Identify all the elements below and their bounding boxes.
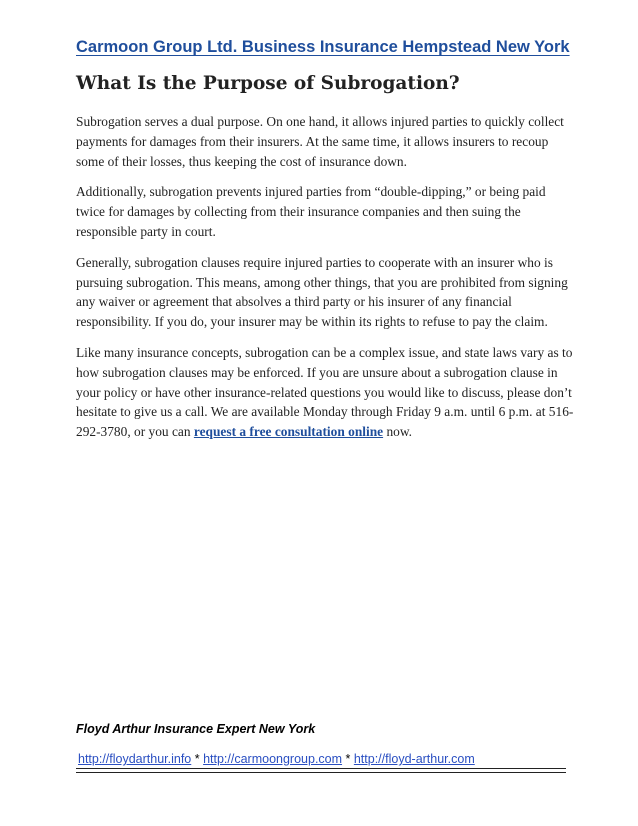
footer-separator: * xyxy=(191,752,204,766)
footer-link-floydarthur[interactable]: http://floydarthur.info xyxy=(78,752,192,766)
article-paragraph-2: Additionally, subrogation prevents injured parties from “double-dipping,” or being paid twice for damages by collecting from their insurance companies and then suing the responsible party in court. xyxy=(76,184,546,239)
footer-rule-thick xyxy=(76,768,566,769)
footer-link-floyd-arthur[interactable]: http://floyd-arthur.com xyxy=(353,752,475,766)
footer-links xyxy=(78,752,475,766)
document-header-title: Carmoon Group Ltd. Business Insurance Hempstead New York xyxy=(76,38,570,56)
article-paragraph-4 xyxy=(76,343,576,442)
footer-separator: * xyxy=(342,752,354,766)
paragraph-4-text: Like many insurance concepts, subrogation can be a complex issue, and state laws vary as to how subrogation clauses may be enforced. If you are unsure about a subrogation clause in your policy or have other insurance-related questions you would like to discuss, please don’t hesitate to give us a call. We are available Monday through Friday 9 a.m. until 6 p.m. at 516-292-3780, or you can xyxy=(76,344,574,440)
article-body xyxy=(76,112,576,453)
footer-author: Floyd Arthur Insurance Expert New York xyxy=(76,722,316,736)
article-paragraph-3: Generally, subrogation clauses require injured parties to cooperate with an insurer who is pursuing subrogation. This means, among other things, that you are prohibited from signing any waiver or agreement that absolves a third party or his insurer of any financial responsibility. If you do, your insurer may be within its rights to refuse to pay the claim. xyxy=(76,254,568,330)
paragraph-4-tail: now. xyxy=(383,424,412,440)
article-paragraph-1: Subrogation serves a dual purpose. On one hand, it allows injured parties to quickly collect payments for damages from their insurers. At the same time, it allows insurers to recoup some of their losses, thus keeping the cost of insurance down. xyxy=(76,114,564,169)
consultation-link[interactable]: request a free consultation online xyxy=(193,424,384,440)
footer-link-carmoongroup[interactable]: http://carmoongroup.com xyxy=(203,752,343,766)
footer-rule-thin xyxy=(76,772,566,773)
article-heading: What Is the Purpose of Subrogation? xyxy=(76,73,460,94)
